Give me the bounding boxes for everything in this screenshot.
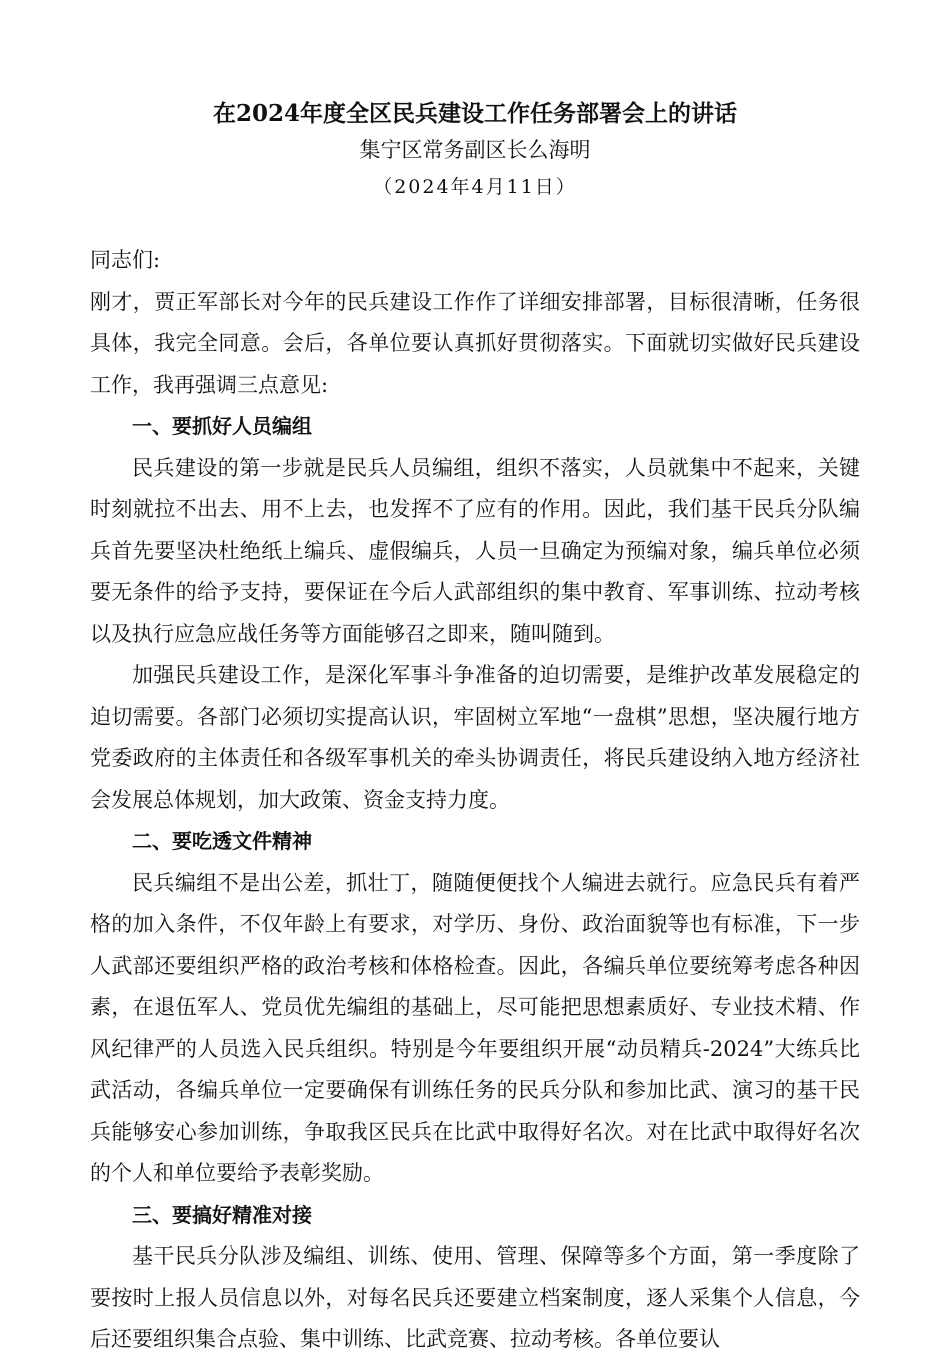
document-date: （2024年4月11日） [373,176,577,198]
section-heading-3: 三、要搞好精准对接 [132,1202,312,1227]
section-3-paragraph-1: 基干民兵分队涉及编组、训练、使用、管理、保障等多个方面，第一季度除了要按时上报人员信息以外，对每名民兵还要建立档案制度，逐人采集个人信息，今后还要组织集合点验、集中训练、比武竞赛、拉动考核。各单位要认 [90,1244,860,1351]
salutation: 同志们: [90,248,161,272]
intro-paragraph: 刚才，贾正军部长对今年的民兵建设工作作了详细安排部署，目标很清晰，任务很具体，我完全同意。会后，各单位要认真抓好贯彻落实。下面就切实做好民兵建设工作，我再强调三点意见: [90,289,860,397]
document-title: 在2024年度全区民兵建设工作任务部署会上的讲话 [212,100,737,127]
document-author: 集宁区常务副区长么海明 [359,138,591,162]
section-heading-1: 一、要抓好人员编组 [132,414,312,438]
section-2-paragraph-1: 民兵编组不是出公差，抓壮丁，随随便便找个人编进去就行。应急民兵有着严格的加入条件，不仅年龄上有要求，对学历、身份、政治面貌等也有标准，下一步人武部还要组织严格的政治考核和体格检查。因此，各编兵单位要统筹考虑各种因素，在退伍军人、党员优先编组的基础上，尽可能把思想素质好、专业技术精、作风纪律严的人员选入民兵组织。特别是今年要组织开展“动员精兵-2024”大练兵比武活动，各编兵单位一定要确保有训练任务的民兵分队和参加比武、演习的基干民兵能够安心参加训练，争取我区民兵在比武中取得好名次。对在比武中取得好名次的个人和单位要给予表彰奖励。 [90,870,860,1185]
document-body [90,240,860,1361]
section-heading-2: 二、要吃透文件精神 [132,829,312,853]
section-1-paragraph-2: 加强民兵建设工作，是深化军事斗争准备的迫切需要，是维护改革发展稳定的迫切需要。各部门必须切实提高认识，牢固树立军地“一盘棋”思想，坚决履行地方党委政府的主体责任和各级军事机关的牵头协调责任，将民兵建设纳入地方经济社会发展总体规划，加大政策、资金支持力度。 [90,663,860,812]
section-1-paragraph-1: 民兵建设的第一步就是民兵人员编组，组织不落实，人员就集中不起来，关键时刻就拉不出去、用不上去，也发挥不了应有的作用。因此，我们基干民兵分队编兵首先要坚决杜绝纸上编兵、虚假编兵，人员一旦确定为预编对象，编兵单位必须要无条件的给予支持，要保证在今后人武部组织的集中教育、军事训练、拉动考核以及执行应急应战任务等方面能够召之即来，随叫随到。 [90,455,860,646]
